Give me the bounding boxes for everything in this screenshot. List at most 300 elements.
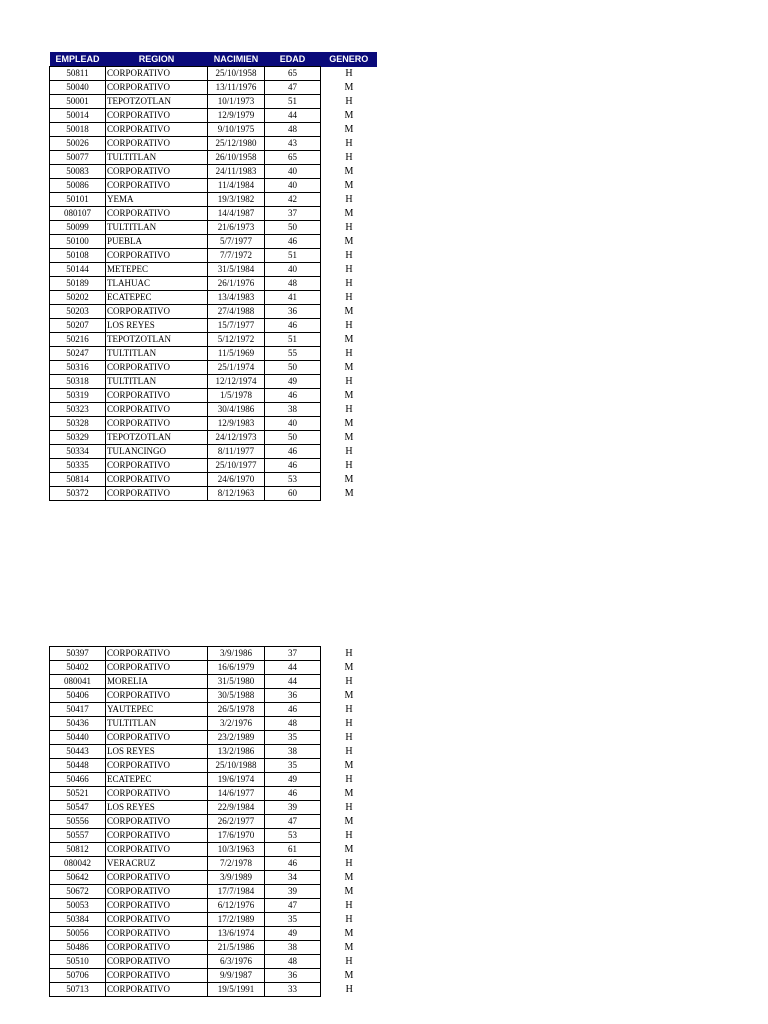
cell-genero: H: [345, 96, 353, 107]
cell-empleado: 50216: [50, 333, 106, 347]
table-row: [50, 689, 378, 703]
cell-nacimiento: 19/6/1974: [208, 773, 265, 787]
table-row: [50, 95, 378, 109]
cell-nacimiento: 11/4/1984: [208, 179, 265, 193]
table-row: [50, 955, 378, 969]
cell-empleado: 50099: [50, 221, 106, 235]
cell-nacimiento: 24/12/1973: [208, 431, 265, 445]
cell-nacimiento: 9/10/1975: [208, 123, 265, 137]
cell-edad: 43: [265, 137, 321, 151]
table-row: [50, 801, 378, 815]
cell-edad: 49: [265, 927, 321, 941]
cell-genero: M: [344, 970, 354, 981]
table-row: [50, 773, 378, 787]
cell-region: CORPORATIVO: [106, 787, 208, 801]
table-row: [50, 81, 378, 95]
table-row: [50, 67, 378, 81]
table-row: [50, 165, 378, 179]
cell-edad: 36: [265, 305, 321, 319]
cell-edad: 40: [265, 263, 321, 277]
table-row: [50, 263, 378, 277]
cell-region: CORPORATIVO: [106, 361, 208, 375]
cell-empleado: 50101: [50, 193, 106, 207]
cell-nacimiento: 15/7/1977: [208, 319, 265, 333]
table-row: [50, 459, 378, 473]
cell-nacimiento: 10/1/1973: [208, 95, 265, 109]
cell-genero: M: [344, 488, 354, 499]
cell-genero: M: [344, 432, 354, 443]
table-row: [50, 885, 378, 899]
cell-nacimiento: 22/9/1984: [208, 801, 265, 815]
table-row: [50, 787, 378, 801]
cell-empleado: 50203: [50, 305, 106, 319]
table-row: [50, 207, 378, 221]
cell-genero: H: [345, 194, 353, 205]
cell-edad: 47: [265, 899, 321, 913]
cell-edad: 37: [265, 647, 321, 661]
cell-nacimiento: 25/10/1988: [208, 759, 265, 773]
table-row: [50, 417, 378, 431]
table-row: [50, 403, 378, 417]
cell-empleado: 50440: [50, 731, 106, 745]
cell-region: CORPORATIVO: [106, 759, 208, 773]
cell-edad: 44: [265, 675, 321, 689]
cell-genero: M: [344, 124, 354, 135]
cell-nacimiento: 26/1/1976: [208, 277, 265, 291]
cell-region: CORPORATIVO: [106, 899, 208, 913]
cell-nacimiento: 21/6/1973: [208, 221, 265, 235]
cell-nacimiento: 14/4/1987: [208, 207, 265, 221]
table-row: [50, 319, 378, 333]
cell-region: CORPORATIVO: [106, 473, 208, 487]
cell-region: CORPORATIVO: [106, 941, 208, 955]
cell-empleado: 50672: [50, 885, 106, 899]
table-row: [50, 221, 378, 235]
cell-region: TULTITLAN: [106, 347, 208, 361]
table-row: [50, 137, 378, 151]
cell-region: CORPORATIVO: [106, 927, 208, 941]
cell-empleado: 50040: [50, 81, 106, 95]
cell-region: CORPORATIVO: [106, 123, 208, 137]
cell-nacimiento: 16/6/1979: [208, 661, 265, 675]
cell-nacimiento: 7/2/1978: [208, 857, 265, 871]
cell-nacimiento: 12/12/1974: [208, 375, 265, 389]
cell-genero: H: [345, 858, 353, 869]
cell-nacimiento: 17/2/1989: [208, 913, 265, 927]
cell-genero: H: [345, 292, 353, 303]
cell-nacimiento: 26/5/1978: [208, 703, 265, 717]
cell-empleado: 50202: [50, 291, 106, 305]
cell-empleado: 50207: [50, 319, 106, 333]
cell-edad: 46: [265, 445, 321, 459]
table-row: [50, 843, 378, 857]
cell-empleado: 50108: [50, 249, 106, 263]
cell-edad: 38: [265, 941, 321, 955]
cell-nacimiento: 8/11/1977: [208, 445, 265, 459]
table-row: [50, 375, 378, 389]
cell-region: CORPORATIVO: [106, 109, 208, 123]
cell-region: CORPORATIVO: [106, 459, 208, 473]
cell-edad: 38: [265, 403, 321, 417]
cell-edad: 41: [265, 291, 321, 305]
cell-nacimiento: 12/9/1983: [208, 417, 265, 431]
cell-genero: M: [344, 816, 354, 827]
cell-genero: H: [345, 68, 353, 79]
cell-genero: H: [345, 900, 353, 911]
cell-nacimiento: 13/4/1983: [208, 291, 265, 305]
cell-empleado: 50316: [50, 361, 106, 375]
cell-edad: 50: [265, 221, 321, 235]
cell-edad: 46: [265, 235, 321, 249]
cell-genero: M: [344, 844, 354, 855]
table-row: [50, 487, 378, 501]
cell-region: TLAHUAC: [106, 277, 208, 291]
cell-genero: M: [344, 390, 354, 401]
cell-nacimiento: 25/10/1977: [208, 459, 265, 473]
cell-nacimiento: 10/3/1963: [208, 843, 265, 857]
cell-genero: M: [344, 306, 354, 317]
cell-genero: H: [345, 802, 353, 813]
cell-empleado: 50083: [50, 165, 106, 179]
cell-region: TULTITLAN: [106, 717, 208, 731]
cell-edad: 44: [265, 109, 321, 123]
cell-empleado: 50318: [50, 375, 106, 389]
cell-empleado: 50384: [50, 913, 106, 927]
table-row: [50, 347, 378, 361]
cell-genero: M: [344, 180, 354, 191]
table-row: [50, 109, 378, 123]
cell-empleado: 50323: [50, 403, 106, 417]
cell-genero: H: [345, 264, 353, 275]
cell-nacimiento: 23/2/1989: [208, 731, 265, 745]
cell-genero: M: [344, 236, 354, 247]
cell-region: CORPORATIVO: [106, 165, 208, 179]
cell-empleado: 50814: [50, 473, 106, 487]
cell-edad: 50: [265, 361, 321, 375]
cell-edad: 48: [265, 955, 321, 969]
cell-genero: M: [344, 362, 354, 373]
cell-edad: 48: [265, 123, 321, 137]
cell-region: CORPORATIVO: [106, 389, 208, 403]
cell-region: CORPORATIVO: [106, 81, 208, 95]
cell-edad: 40: [265, 165, 321, 179]
cell-empleado: 080041: [50, 675, 106, 689]
cell-region: CORPORATIVO: [106, 885, 208, 899]
cell-nacimiento: 17/6/1970: [208, 829, 265, 843]
cell-genero: H: [345, 746, 353, 757]
cell-nacimiento: 19/3/1982: [208, 193, 265, 207]
cell-edad: 53: [265, 473, 321, 487]
cell-genero: H: [345, 404, 353, 415]
cell-region: CORPORATIVO: [106, 731, 208, 745]
cell-empleado: 50056: [50, 927, 106, 941]
cell-nacimiento: 21/5/1986: [208, 941, 265, 955]
cell-region: LOS REYES: [106, 801, 208, 815]
cell-region: LOS REYES: [106, 319, 208, 333]
cell-nacimiento: 31/5/1984: [208, 263, 265, 277]
cell-edad: 40: [265, 417, 321, 431]
employee-table-bottom: [49, 646, 378, 997]
cell-region: TULANCINGO: [106, 445, 208, 459]
cell-genero: H: [345, 914, 353, 925]
cell-nacimiento: 1/5/1978: [208, 389, 265, 403]
cell-region: CORPORATIVO: [106, 913, 208, 927]
header-empleado: EMPLEAD: [50, 52, 106, 67]
cell-edad: 39: [265, 885, 321, 899]
cell-region: TEPOTZOTLAN: [106, 333, 208, 347]
table-row: [50, 941, 378, 955]
cell-edad: 50: [265, 431, 321, 445]
table-row: [50, 431, 378, 445]
header-nacimiento: NACIMIEN: [208, 52, 265, 67]
table-row: [50, 703, 378, 717]
cell-region: CORPORATIVO: [106, 305, 208, 319]
cell-empleado: 50335: [50, 459, 106, 473]
table-row: [50, 927, 378, 941]
cell-edad: 42: [265, 193, 321, 207]
table-row: [50, 291, 378, 305]
cell-region: TEPOTZOTLAN: [106, 95, 208, 109]
cell-genero: H: [345, 718, 353, 729]
table-row: [50, 745, 378, 759]
cell-nacimiento: 25/1/1974: [208, 361, 265, 375]
cell-edad: 65: [265, 67, 321, 81]
cell-empleado: 50811: [50, 67, 106, 81]
cell-edad: 61: [265, 843, 321, 857]
cell-nacimiento: 24/6/1970: [208, 473, 265, 487]
table-row: [50, 361, 378, 375]
cell-nacimiento: 25/10/1958: [208, 67, 265, 81]
header-genero: GENERO: [321, 52, 378, 67]
cell-genero: M: [344, 334, 354, 345]
cell-region: CORPORATIVO: [106, 969, 208, 983]
cell-genero: H: [345, 704, 353, 715]
cell-genero: M: [344, 928, 354, 939]
cell-empleado: 50144: [50, 263, 106, 277]
cell-region: YEMA: [106, 193, 208, 207]
cell-genero: M: [344, 886, 354, 897]
cell-empleado: 080042: [50, 857, 106, 871]
cell-nacimiento: 6/12/1976: [208, 899, 265, 913]
table-header-row: [50, 52, 378, 67]
cell-edad: 55: [265, 347, 321, 361]
cell-nacimiento: 3/9/1986: [208, 647, 265, 661]
cell-empleado: 50713: [50, 983, 106, 997]
cell-genero: H: [345, 348, 353, 359]
cell-nacimiento: 13/2/1986: [208, 745, 265, 759]
cell-region: MORELIA: [106, 675, 208, 689]
cell-empleado: 50466: [50, 773, 106, 787]
table-row: [50, 815, 378, 829]
table-row: [50, 983, 378, 997]
cell-genero: M: [344, 690, 354, 701]
cell-region: CORPORATIVO: [106, 955, 208, 969]
cell-edad: 48: [265, 717, 321, 731]
cell-empleado: 50706: [50, 969, 106, 983]
table-row: [50, 829, 378, 843]
table-row: [50, 305, 378, 319]
cell-empleado: 50448: [50, 759, 106, 773]
cell-genero: H: [345, 152, 353, 163]
cell-region: CORPORATIVO: [106, 67, 208, 81]
table-row: [50, 193, 378, 207]
cell-genero: M: [344, 166, 354, 177]
table-row: [50, 123, 378, 137]
cell-region: CORPORATIVO: [106, 829, 208, 843]
table-row: [50, 857, 378, 871]
cell-genero: H: [345, 732, 353, 743]
cell-nacimiento: 5/12/1972: [208, 333, 265, 347]
cell-empleado: 50026: [50, 137, 106, 151]
cell-region: LOS REYES: [106, 745, 208, 759]
table-row: [50, 871, 378, 885]
table-row: [50, 647, 378, 661]
cell-edad: 53: [265, 829, 321, 843]
cell-genero: H: [345, 460, 353, 471]
cell-edad: 49: [265, 773, 321, 787]
table-row: [50, 899, 378, 913]
cell-region: CORPORATIVO: [106, 487, 208, 501]
table-row: [50, 913, 378, 927]
cell-empleado: 50486: [50, 941, 106, 955]
cell-empleado: 50328: [50, 417, 106, 431]
cell-nacimiento: 26/2/1977: [208, 815, 265, 829]
cell-empleado: 50334: [50, 445, 106, 459]
cell-nacimiento: 27/4/1988: [208, 305, 265, 319]
cell-nacimiento: 9/9/1987: [208, 969, 265, 983]
cell-region: CORPORATIVO: [106, 647, 208, 661]
cell-empleado: 50406: [50, 689, 106, 703]
cell-region: CORPORATIVO: [106, 417, 208, 431]
cell-region: TULTITLAN: [106, 151, 208, 165]
header-region: REGION: [106, 52, 208, 67]
cell-nacimiento: 24/11/1983: [208, 165, 265, 179]
cell-genero: H: [345, 984, 353, 995]
table-row: [50, 731, 378, 745]
cell-empleado: 50189: [50, 277, 106, 291]
header-edad: EDAD: [265, 52, 321, 67]
cell-edad: 47: [265, 81, 321, 95]
cell-empleado: 50521: [50, 787, 106, 801]
table-row: [50, 759, 378, 773]
cell-nacimiento: 5/7/1977: [208, 235, 265, 249]
cell-genero: H: [345, 648, 353, 659]
cell-region: CORPORATIVO: [106, 661, 208, 675]
cell-edad: 46: [265, 389, 321, 403]
cell-nacimiento: 19/5/1991: [208, 983, 265, 997]
cell-empleado: 50077: [50, 151, 106, 165]
cell-genero: H: [345, 278, 353, 289]
cell-region: CORPORATIVO: [106, 137, 208, 151]
cell-region: CORPORATIVO: [106, 843, 208, 857]
cell-edad: 46: [265, 319, 321, 333]
cell-nacimiento: 14/6/1977: [208, 787, 265, 801]
cell-genero: H: [345, 830, 353, 841]
cell-region: YAUTEPEC: [106, 703, 208, 717]
cell-genero: M: [344, 872, 354, 883]
cell-nacimiento: 25/12/1980: [208, 137, 265, 151]
table-row: [50, 235, 378, 249]
cell-edad: 36: [265, 969, 321, 983]
cell-region: PUEBLA: [106, 235, 208, 249]
cell-region: TEPOTZOTLAN: [106, 431, 208, 445]
cell-genero: M: [344, 474, 354, 485]
cell-nacimiento: 30/4/1986: [208, 403, 265, 417]
cell-edad: 38: [265, 745, 321, 759]
cell-genero: M: [344, 82, 354, 93]
cell-edad: 51: [265, 95, 321, 109]
table-row: [50, 445, 378, 459]
cell-nacimiento: 13/11/1976: [208, 81, 265, 95]
cell-empleado: 50417: [50, 703, 106, 717]
cell-edad: 34: [265, 871, 321, 885]
cell-region: TULTITLAN: [106, 375, 208, 389]
cell-edad: 46: [265, 787, 321, 801]
table-row: [50, 717, 378, 731]
cell-nacimiento: 12/9/1979: [208, 109, 265, 123]
cell-edad: 48: [265, 277, 321, 291]
cell-genero: M: [344, 788, 354, 799]
cell-empleado: 50402: [50, 661, 106, 675]
cell-empleado: 50510: [50, 955, 106, 969]
cell-nacimiento: 30/5/1988: [208, 689, 265, 703]
cell-region: CORPORATIVO: [106, 815, 208, 829]
cell-nacimiento: 6/3/1976: [208, 955, 265, 969]
cell-edad: 49: [265, 375, 321, 389]
cell-empleado: 50397: [50, 647, 106, 661]
cell-empleado: 50642: [50, 871, 106, 885]
cell-region: ECATEPEC: [106, 773, 208, 787]
cell-nacimiento: 3/9/1989: [208, 871, 265, 885]
table-row: [50, 473, 378, 487]
cell-region: CORPORATIVO: [106, 403, 208, 417]
cell-edad: 65: [265, 151, 321, 165]
cell-edad: 51: [265, 249, 321, 263]
table-row: [50, 969, 378, 983]
cell-edad: 40: [265, 179, 321, 193]
cell-nacimiento: 8/12/1963: [208, 487, 265, 501]
cell-region: CORPORATIVO: [106, 249, 208, 263]
cell-edad: 35: [265, 759, 321, 773]
cell-edad: 51: [265, 333, 321, 347]
cell-edad: 39: [265, 801, 321, 815]
cell-edad: 37: [265, 207, 321, 221]
cell-empleado: 080107: [50, 207, 106, 221]
cell-nacimiento: 11/5/1969: [208, 347, 265, 361]
cell-genero: H: [345, 250, 353, 261]
employee-table-top: [49, 52, 378, 501]
cell-nacimiento: 3/2/1976: [208, 717, 265, 731]
cell-edad: 33: [265, 983, 321, 997]
cell-empleado: 50372: [50, 487, 106, 501]
cell-genero: M: [344, 418, 354, 429]
cell-region: VERACRUZ: [106, 857, 208, 871]
cell-genero: H: [345, 376, 353, 387]
table-row: [50, 661, 378, 675]
cell-genero: M: [344, 662, 354, 673]
cell-edad: 46: [265, 857, 321, 871]
cell-empleado: 50014: [50, 109, 106, 123]
cell-genero: M: [344, 942, 354, 953]
cell-genero: H: [345, 676, 353, 687]
cell-region: CORPORATIVO: [106, 179, 208, 193]
cell-genero: M: [344, 208, 354, 219]
cell-genero: M: [344, 760, 354, 771]
cell-empleado: 50086: [50, 179, 106, 193]
cell-nacimiento: 17/7/1984: [208, 885, 265, 899]
table-row: [50, 277, 378, 291]
cell-edad: 36: [265, 689, 321, 703]
